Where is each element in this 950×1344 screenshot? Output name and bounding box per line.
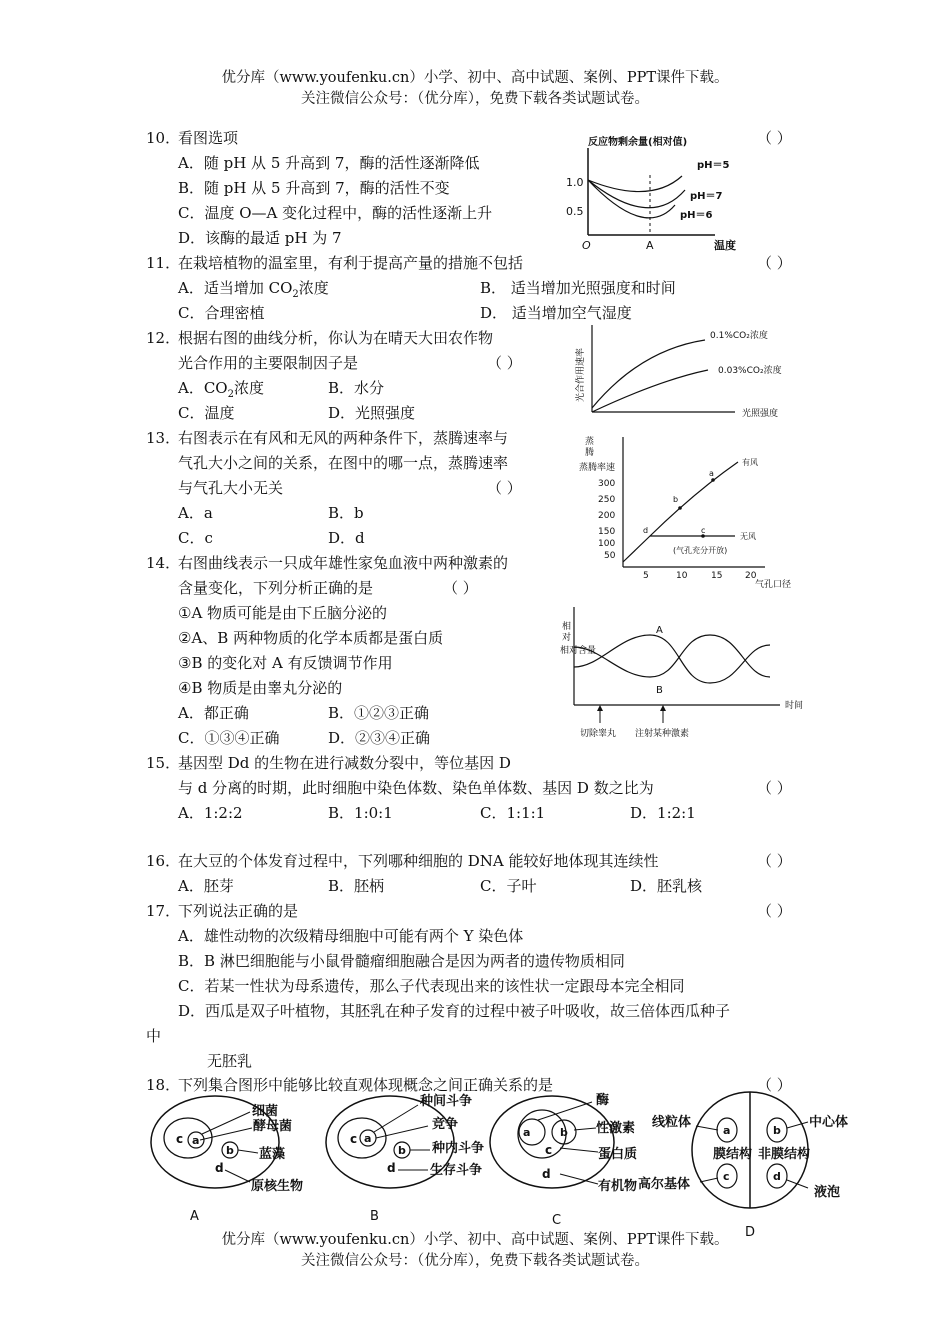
y-tick: 300 [598,479,616,489]
svg-text:高尔基体: 高尔基体 [638,1177,691,1192]
label-a: A [656,625,663,636]
question-number: 14． [146,554,181,572]
option-d: D．西瓜是双子叶植物，其胚乳在种子发育的过程中被子叶吸收，故三倍体西瓜种子 [178,1002,731,1020]
option-b: B．①②③正确 [328,704,430,722]
option-c: C．温度 O—A 变化过程中，酶的活性逐渐上升 [178,204,493,222]
option-b: B．胚柄 [328,877,385,895]
q14-hormone-graph [560,605,805,745]
option-a: A．1:2:2 [178,804,243,822]
statement-1: ①A 物质可能是由下丘脑分泌的 [178,604,388,622]
question-stem-2: 与 d 分离的时期，此时细胞中染色体数、染色单体数、基因 D 数之比为 [178,779,654,797]
footer-line-2: 关注微信公众号：（优分库），免费下载各类试题试卷。 [301,1253,649,1269]
option-d: D．胚乳核 [630,877,703,895]
svg-text:A: A [190,1209,199,1224]
option-c: C．温度 [178,404,235,422]
label-high-co2: 0.1%CO₂浓度 [710,331,768,341]
option-c: C．若某一性状为母系遗传，那么子代表现出来的该性状一定跟母本完全相同 [178,977,685,995]
option-b: B． 适当增加光照强度和时间 [480,279,676,297]
svg-text:a: a [523,1126,531,1139]
x-axis-label: 气孔口径 [755,580,792,590]
question-stem: 下列说法正确的是 [178,902,299,920]
question-stem-1: 右图表示在有风和无风的两种条件下，蒸腾速率与 [178,429,509,447]
point-c: c [701,526,706,535]
x-axis-label: 光照强度 [742,409,779,419]
question-stem: 下列集合图形中能够比较直观体现概念之间正确关系的是 [178,1076,554,1094]
diagram-b [326,1093,484,1224]
svg-text:d: d [387,1161,396,1175]
statement-2: ②A、B 两种物质的化学本质都是蛋白质 [178,629,444,647]
y-axis-label-3: 相对含量 [560,646,597,656]
question-stem: 在大豆的个体发育过程中，下列哪种细胞的 DNA 能较好地体现其连续性 [178,852,659,870]
option-d: D．1:2:1 [630,804,696,822]
label-low-co2: 0.03%CO₂浓度 [718,366,782,376]
origin-label: O [582,239,591,252]
option-c: C．子叶 [480,877,537,895]
y-axis-label-1: 相 [562,622,572,632]
y-axis-label: 光合作用速率 [576,347,586,402]
note-label: (气孔充分开放) [673,546,728,555]
svg-text:d: d [215,1161,224,1175]
svg-text:c: c [545,1143,553,1157]
question-number: 15． [146,754,181,772]
question-number: 10． [146,129,181,147]
label-still: 无风 [740,532,756,541]
x-tick: 10 [676,571,688,581]
label-ph7: pH＝7 [690,191,723,202]
svg-text:c: c [723,1170,730,1183]
question-number: 11． [146,254,181,272]
option-a: A．雄性动物的次级精母细胞中可能有两个 Y 染色体 [178,927,524,945]
x-tick: 5 [643,571,649,581]
option-a: A．胚芽 [178,877,234,895]
question-stem-1: 基因型 Dd 的生物在进行减数分裂中，等位基因 D [178,754,511,772]
point-d: d [643,526,649,535]
svg-text:d: d [542,1167,551,1181]
svg-text:线粒体: 线粒体 [652,1115,692,1130]
question-stem: 在栽培植物的温室里，有利于提高产量的措施不包括 [178,254,524,272]
option-c: C．1:1:1 [480,804,546,822]
point-a: a [709,469,714,478]
answer-blank[interactable]: （ ） [487,354,522,372]
question-stem-3: 与气孔大小无关 [178,479,284,497]
option-b: B．b [328,504,364,522]
question-number: 18． [146,1076,181,1094]
header-line-2: 关注微信公众号：（优分库），免费下载各类试题试卷。 [301,91,649,107]
x-tick: 15 [711,571,723,581]
answer-blank[interactable]: （ ） [443,579,478,597]
y-tick: 50 [604,551,616,561]
svg-text:种间斗争: 种间斗争 [420,1094,473,1109]
diagram-a [151,1096,303,1224]
y-tick: 250 [598,495,616,505]
svg-text:d: d [773,1170,781,1183]
diagram-d [638,1092,848,1240]
x-tick-a: A [646,239,654,252]
y-axis-label-1: 蒸 [585,437,595,447]
y-tick-high: 1.0 [566,176,584,189]
svg-text:D: D [745,1225,756,1240]
curve-high-co2 [592,340,705,408]
option-c: C．合理密植 [178,304,265,322]
svg-text:C: C [552,1213,562,1228]
svg-text:c: c [350,1132,358,1146]
svg-text:蛋白质: 蛋白质 [598,1147,638,1162]
y-axis-label-2: 对 [562,633,572,643]
event-inject-hormone: 注射某种激素 [635,729,690,739]
y-tick: 200 [598,511,616,521]
question-stem: 看图选项 [178,129,239,147]
q10-enzyme-graph [560,130,740,255]
q18-set-diagrams [140,1090,860,1250]
option-a: A．适当增加 $CO_2$浓度 [178,279,329,300]
option-a: A．a [178,504,213,522]
question-number: 13． [146,429,181,447]
curve-ph6 [588,180,675,218]
diagram-c [490,1092,637,1228]
x-axis-label: 时间 [785,701,804,711]
svg-text:B: B [370,1209,379,1224]
y-axis-label-3: 蒸腾率速 [579,463,616,473]
label-windy: 有风 [742,458,758,467]
svg-text:c: c [176,1132,184,1146]
x-tick: 20 [745,571,757,581]
answer-blank[interactable]: （ ） [757,902,792,920]
header-line-1: 优分库（www.youfenku.cn）小学、初中、高中试题、案例、PPT课件下载。 [221,70,729,86]
event-remove-testis: 切除睾丸 [580,729,617,739]
svg-text:a: a [192,1134,200,1147]
svg-text:非膜结构: 非膜结构 [758,1147,811,1162]
option-d: D．光照强度 [328,404,416,422]
question-stem-2: 含量变化，下列分析正确的是 [178,579,374,597]
svg-text:酶: 酶 [596,1093,610,1108]
svg-text:a: a [364,1132,372,1145]
option-d: D．②③④正确 [328,729,431,747]
svg-text:种内斗争: 种内斗争 [432,1141,485,1156]
curve-low-co2 [592,370,708,412]
question-stem-2: 光合作用的主要限制因子是 [178,354,359,372]
answer-blank[interactable]: （ ） [757,1076,792,1094]
svg-text:膜结构: 膜结构 [713,1147,753,1162]
footer-line-1: 优分库（www.youfenku.cn）小学、初中、高中试题、案例、PPT课件下载。 [221,1232,729,1248]
svg-text:b: b [773,1124,781,1137]
answer-blank[interactable]: （ ） [757,254,792,272]
question-number: 16． [146,852,181,870]
label-ph5: pH＝5 [697,160,730,171]
answer-blank[interactable]: （ ） [487,479,522,497]
label-b: B [656,685,663,696]
y-axis-label-2: 腾 [585,448,595,458]
option-a: A．$CO_2$浓度 [178,379,264,400]
label-ph6: pH＝6 [680,210,713,221]
curve-b [574,635,770,683]
option-a: A．随 pH 从 5 升高到 7，酶的活性逐渐降低 [178,154,480,172]
q13-transpiration-graph [575,432,800,592]
question-stem-1: 根据右图的曲线分析，你认为在晴天大田农作物 [178,329,494,347]
x-axis-label: 温度 [714,239,736,252]
option-d-wrap-1: 中 [146,1027,162,1045]
option-b: B．水分 [328,379,385,397]
y-tick-low: 0.5 [566,205,584,218]
y-tick: 100 [598,539,616,549]
statement-3: ③B 的变化对 A 有反馈调节作用 [178,654,393,672]
svg-text:原核生物: 原核生物 [251,1179,304,1194]
option-b: B．随 pH 从 5 升高到 7，酶的活性不变 [178,179,450,197]
statement-4: ④B 物质是由睾丸分泌的 [178,679,343,697]
svg-text:酵母菌: 酵母菌 [253,1119,293,1134]
answer-blank[interactable]: （ ） [757,779,792,797]
option-d-wrap-2: 无胚乳 [207,1052,253,1070]
svg-text:b: b [560,1126,568,1139]
svg-text:液泡: 液泡 [814,1185,841,1200]
svg-text:a: a [723,1124,731,1137]
question-number: 12． [146,329,181,347]
option-b: B．1:0:1 [328,804,393,822]
curve-ph5 [588,176,682,192]
question-stem-1: 右图曲线表示一只成年雄性家兔血液中两种激素的 [178,554,509,572]
option-c: C．①③④正确 [178,729,280,747]
answer-blank[interactable]: （ ） [757,129,792,147]
svg-text:细菌: 细菌 [252,1104,279,1119]
option-a: A．都正确 [178,704,249,722]
svg-text:中心体: 中心体 [809,1115,849,1130]
svg-text:b: b [398,1144,406,1157]
svg-text:竞争: 竞争 [432,1117,459,1132]
option-c: C．c [178,529,213,547]
svg-text:性激素: 性激素 [596,1121,636,1136]
svg-text:b: b [226,1144,234,1157]
q12-photosynthesis-graph [570,320,795,425]
option-b: B．B 淋巴细胞能与小鼠骨髓瘤细胞融合是因为两者的遗传物质相同 [178,952,625,970]
y-axis-label: 反应物剩余量(相对值) [588,137,688,148]
point-b: b [673,495,679,504]
svg-text:蓝藻: 蓝藻 [259,1147,286,1162]
svg-text:生存斗争: 生存斗争 [430,1163,483,1178]
answer-blank[interactable]: （ ） [757,852,792,870]
option-d: D．该酶的最适 pH 为 7 [178,229,342,247]
option-d: D． 适当增加空气湿度 [480,304,632,322]
svg-text:有机物: 有机物 [598,1179,638,1194]
question-stem-2: 气孔大小之间的关系，在图中的哪一点，蒸腾速率 [178,454,509,472]
question-number: 17． [146,902,181,920]
y-tick: 150 [598,527,616,537]
option-d: D．d [328,529,365,547]
